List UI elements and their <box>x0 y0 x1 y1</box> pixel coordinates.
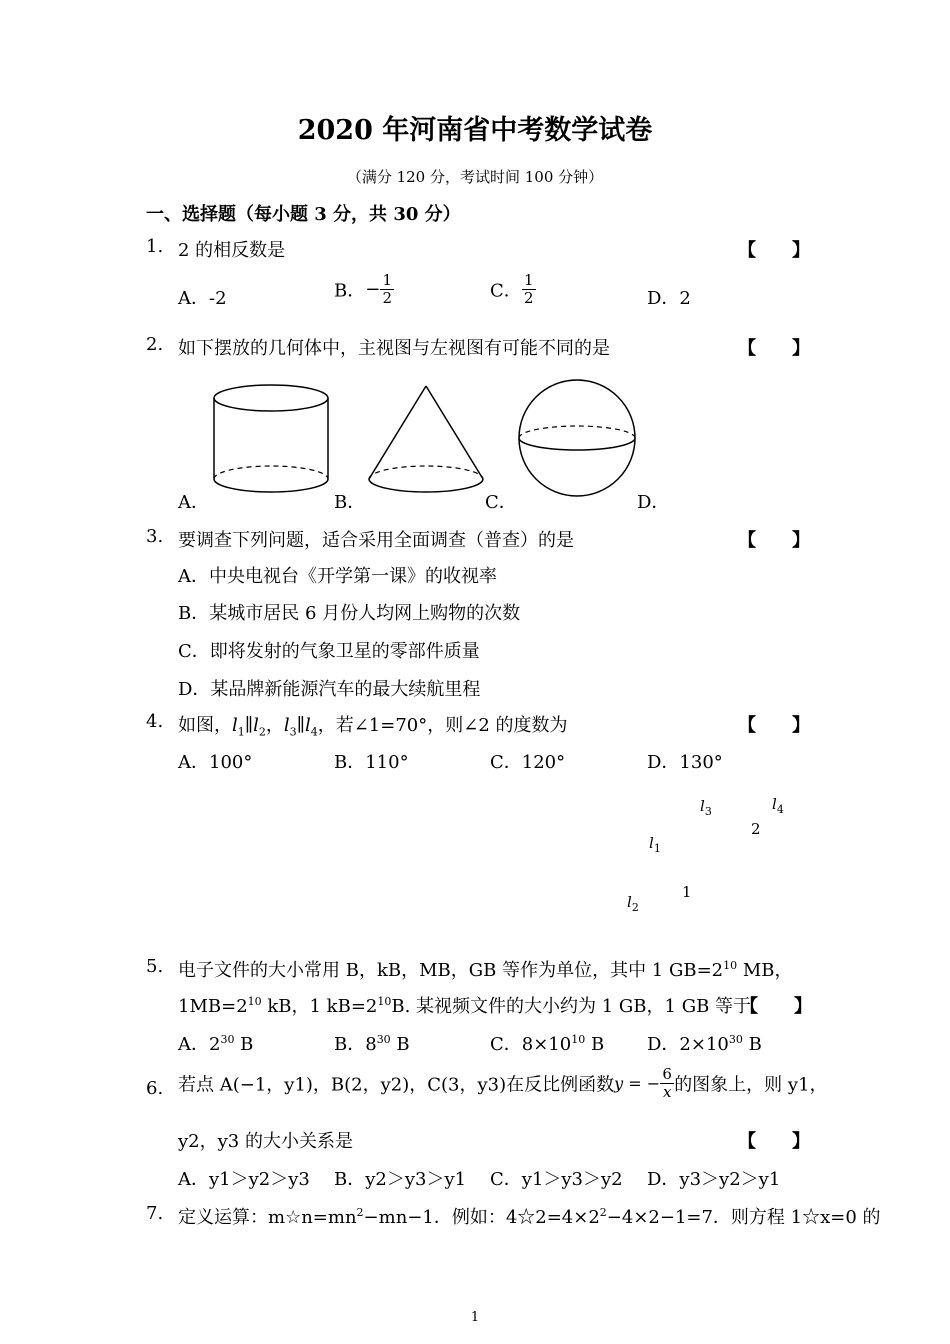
section-heading: 一、选择题（每小题 3 分，共 30 分） <box>146 204 461 225</box>
q2-option-b: B． <box>334 492 366 513</box>
q4-option-a: A．100° <box>178 752 253 773</box>
q5-stem-line2: $1MB=2^{10}$ kB，1 $kB=2^{10}B$. 某视频文件的大小约为 1 GB，1 GB 等于 <box>178 995 752 1017</box>
q1-option-b: B．− $\frac{1}{2}$ <box>334 272 394 307</box>
q2-number: 2. <box>146 334 164 355</box>
q3-option-a: A．中央电视台《开学第一课》的收视率 <box>178 566 497 587</box>
q2-answer-bracket: 【 】 <box>738 338 810 359</box>
q1-option-c: C． $\frac{1}{2}$ <box>490 272 536 307</box>
q3-option-c: C．即将发射的气象卫星的零部件质量 <box>178 641 480 662</box>
exam-info: （满分 120 分，考试时间 100 分钟） <box>346 168 604 186</box>
figure-label-l2: $l_2$ <box>627 893 639 914</box>
q5-option-c: C．$8\times 10^{10}$ B <box>490 1033 605 1055</box>
q4-stem: 如图，$l_1\parallel l_2$，$l_3\parallel l_4$，若∠1=70°，则∠2 的度数为 <box>178 715 568 739</box>
q6-number: 6. <box>146 1078 164 1099</box>
q4-answer-bracket: 【 】 <box>738 715 810 736</box>
q3-number: 3. <box>146 526 164 547</box>
q1-stem: 2 的相反数是 <box>178 240 286 261</box>
figure-label-angle-1: 1 <box>682 883 692 901</box>
cone-figure <box>364 382 488 500</box>
figure-label-l4: $l_4$ <box>772 795 784 816</box>
q4-option-b: B．110° <box>334 752 409 773</box>
q4-option-c: C．120° <box>490 752 566 773</box>
figure-label-l1: $l_1$ <box>649 834 661 855</box>
q2-option-c: C． <box>485 492 517 513</box>
q1-answer-bracket: 【 】 <box>738 240 810 261</box>
q6-stem-line2: y2，y3 的大小关系是 <box>178 1131 353 1152</box>
q6-answer-bracket: 【 】 <box>738 1131 810 1152</box>
q1-option-d: D．2 <box>647 288 691 309</box>
q2-stem: 如下摆放的几何体中，主视图与左视图有可能不同的是 <box>178 338 610 359</box>
q3-option-d: D．某品牌新能源汽车的最大续航里程 <box>178 679 481 700</box>
q5-option-d: D．$2\times 10^{30}$ B <box>647 1033 762 1055</box>
q1-option-a: A．-2 <box>178 288 227 309</box>
q5-option-a: A．$2^{30}$ B <box>178 1033 254 1055</box>
q6-stem-line1: 若点 A(−1，y1)，B(2，y2)，C(3，y3)在反比例函数y = − $\frac{6}{x}$ 的图象上，则 y1， <box>178 1065 828 1101</box>
q3-stem: 要调查下列问题，适合采用全面调查（普查）的是 <box>178 530 574 551</box>
q6-option-d: D．y3＞y2＞y1 <box>647 1169 781 1190</box>
q4-number: 4. <box>146 711 164 732</box>
q6-option-c: C．y1＞y3＞y2 <box>490 1169 623 1190</box>
figure-label-l3: $l_3$ <box>700 797 712 818</box>
figure-label-angle-2: 2 <box>751 820 761 838</box>
q6-option-b: B．y2＞y3＞y1 <box>334 1169 467 1190</box>
q7-stem: 定义运算：$m☆n=mn^2-mn-1$．例如：$4☆2=4\times 2^2-4\times 2-1=7$．则方程 1☆x=0 的 <box>178 1206 881 1228</box>
q3-option-b: B．某城市居民 6 月份人均网上购物的次数 <box>178 603 521 624</box>
q5-answer-bracket: 【 】 <box>740 996 812 1017</box>
q5-number: 5. <box>146 956 164 977</box>
q7-number: 7. <box>146 1203 164 1224</box>
q1-number: 1. <box>146 236 164 257</box>
q2-option-d: D． <box>637 492 670 513</box>
q5-stem-line1: 电子文件的大小常用 B，kB，MB，GB 等作为单位，其中 1 $GB=2^{10}$ MB， <box>178 959 793 981</box>
q5-option-b: B．$8^{30}$ B <box>334 1033 410 1055</box>
q4-option-d: D．130° <box>647 752 723 773</box>
page-number: 1 <box>470 1310 480 1325</box>
q6-option-a: A．y1＞y2＞y3 <box>178 1169 310 1190</box>
sphere-figure <box>514 378 640 500</box>
q3-answer-bracket: 【 】 <box>738 530 810 551</box>
page-title: 2020 年河南省中考数学试卷 <box>297 115 653 146</box>
q2-option-a: A． <box>178 492 209 513</box>
cylinder-figure <box>208 382 334 500</box>
